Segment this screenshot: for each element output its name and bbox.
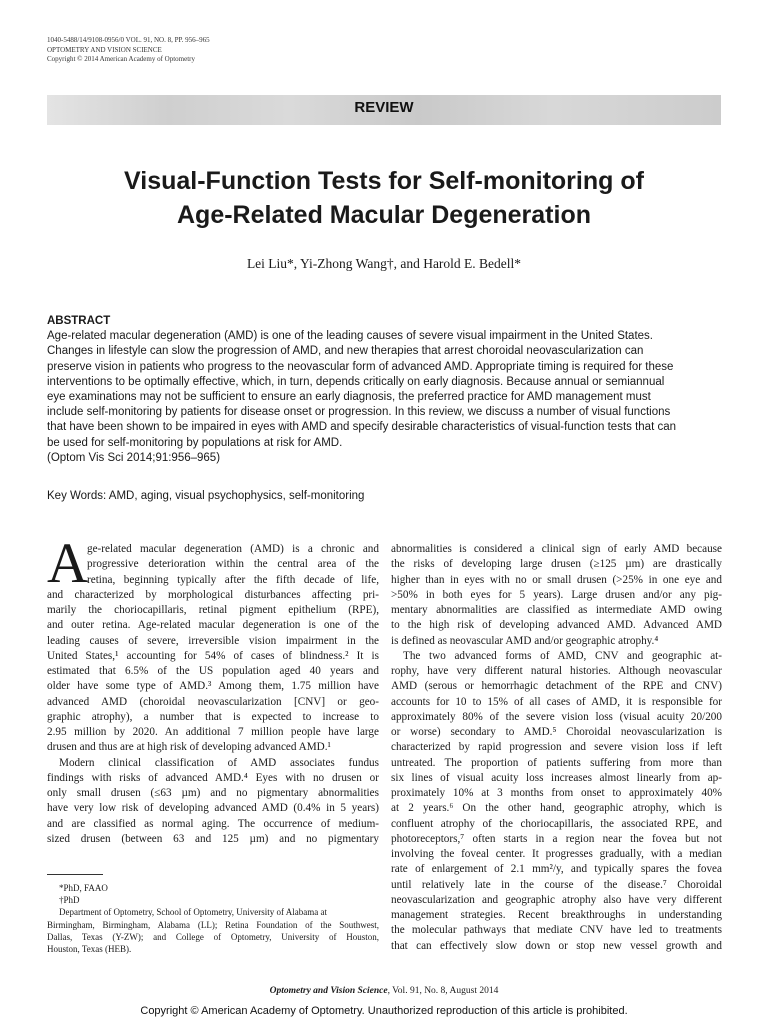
body-line: rate of enlargement of 2.1 mm²/y, and typically spares the fovea: [391, 863, 722, 876]
journal-meta: [47, 36, 210, 65]
title-line: Visual-Function Tests for Self-monitoring of: [124, 167, 644, 195]
abstract-line: that have been shown to be impaired in eyes with AMD and specify desirable characteristics of visual-function tests that can: [47, 421, 676, 434]
body-line: 2.95 million by 2020. An additional 7 million people have large: [47, 726, 379, 738]
body-line: characterized by rapid progression and severe vision loss if left: [391, 741, 722, 754]
body-line: management strategies. Recent breakthroughs in understanding: [391, 909, 722, 921]
body-line: sized drusen (between 63 and 125 µm) and no pigmentary: [47, 832, 379, 845]
body-line: only small drusen (≤63 µm) and no pigmentary abnormalities: [47, 787, 379, 799]
abstract-line: Changes in lifestyle can slow the progression of AMD, and new therapies that arrest choroidal neovascularization can: [47, 345, 644, 358]
body-line: Modern clinical classification of AMD associates fundus: [59, 756, 379, 769]
keywords: Key Words: AMD, aging, visual psychophysics, self-monitoring: [47, 490, 365, 502]
body-line: the risks of developing large drusen (≥125 µm) are drastically: [391, 558, 722, 571]
abstract-line: Age-related macular degeneration (AMD) is one of the leading causes of severe visual impairment in the United States.: [47, 330, 653, 343]
footnote-degree: †PhD: [59, 895, 80, 906]
body-line: ge-related macular degeneration (AMD) is a chronic and: [87, 543, 379, 555]
body-line: and are classified as normal aging. The occurrence of medium-: [47, 817, 379, 830]
body-line: advanced AMD (choroidal neovascularization [CNV] or geo-: [47, 695, 379, 708]
abstract-line: include self-monitoring by patients for disease onset or progression. In this review, we discuss a number of visual functions: [47, 406, 671, 419]
abstract-heading: ABSTRACT: [47, 315, 111, 327]
body-line: that can effectively slow down or stop new vessel growth and: [391, 939, 722, 952]
body-line: The two advanced forms of AMD, CNV and geographic at-: [403, 649, 722, 662]
body-line: retina, beginning typically after the fifth decade of life,: [87, 573, 379, 586]
body-line: the molecular pathways that mediate CNV have led to treatments: [391, 924, 722, 937]
abstract-line: preserve vision in patients who progress to the neovascular form of advanced AMD. Appropriate timing is required for these: [47, 360, 674, 373]
journal-name: Optometry and Vision Science: [269, 986, 388, 996]
meta-line-journal: OPTOMETRY AND VISION SCIENCE: [47, 45, 162, 54]
body-line: drusen and thus are at high risk of developing advanced AMD.¹: [47, 741, 331, 754]
body-column-right: [391, 542, 722, 954]
abstract-line: eye examinations may not be sufficient to ensure an early diagnosis, the preferred practice for AMD management must: [47, 391, 651, 404]
body-line: graphic atrophy), a number that is expected to increase to: [47, 710, 379, 723]
body-line: confluent atrophy of the choriocapillaris, the associated RPE, and: [391, 817, 722, 830]
body-column-left: [47, 542, 379, 847]
body-line: involving the foveal center. It progresses gradually, with a median: [391, 848, 722, 860]
section-label: REVIEW: [354, 99, 414, 116]
body-line: photoreceptors,⁷ often starts in a region near the fovea but not: [391, 832, 722, 845]
body-line: and characterized by morphological disturbances affecting pri-: [47, 588, 379, 601]
body-line: United States,¹ accounting for 54% of cases of blindness.² It is: [47, 649, 379, 662]
body-line: older have some type of AMD.³ Among them, 1.75 million have: [47, 680, 379, 693]
author-list: Lei Liu*, Yi-Zhong Wang†, and Harold E. Bedell*: [246, 256, 522, 271]
body-line: leading causes of severe, irreversible vision impairment in the: [47, 634, 379, 647]
body-line: proximately 10% at 3 months from onset to approximately 40%: [391, 787, 722, 799]
body-line: estimated that 6.5% of the US population aged 40 years and: [47, 665, 379, 677]
abstract-citation: (Optom Vis Sci 2014;91:956–965): [47, 451, 221, 464]
body-line: untreated. The proportion of patients suffering from more than: [391, 756, 722, 769]
affiliation-line: Dallas, Texas (Y-ZW); and College of Optometry, University of Houston,: [47, 931, 379, 942]
body-line: at 2 years.⁶ On the other hand, geographic atrophy, which is: [391, 802, 722, 815]
body-line: higher than in eyes with no or small drusen (>25% in one eye and: [391, 573, 722, 586]
body-line: is defined as neovascular AMD and/or geographic atrophy.⁴: [391, 634, 659, 647]
body-line: approximately 80% of the severe vision loss (visual acuity 20/200: [391, 710, 722, 723]
footnote-rule: [47, 874, 103, 875]
body-line: to the high risk of developing advanced AMD. Advanced AMD: [391, 619, 722, 632]
body-line: neovascularization and geographic atrophy also have very different: [391, 893, 722, 906]
body-line: findings with risks of advanced AMD.⁴ Eyes with no drusen or: [47, 771, 379, 784]
meta-line-copyright: Copyright © 2014 American Academy of Optometry: [47, 55, 196, 63]
abstract: [47, 314, 725, 466]
journal-footer: [47, 986, 721, 996]
body-line: have very low risk of developing advanced AMD (0.4% in 5 years): [47, 802, 379, 815]
body-line: marily the choriocapillaris, retinal pigment epithelium (RPE),: [47, 604, 379, 616]
body-line: >50% in both eyes for 5 years). Large drusen and/or any pig-: [391, 588, 722, 601]
body-line: rophy, have very different natural histories. Although neovascular: [391, 665, 722, 677]
body-line: and outer retina. Age-related macular degeneration is one of the: [47, 619, 379, 632]
meta-line-issn: 1040-5488/14/9108-0956/0 VOL. 91, NO. 8, PP. 956–965: [47, 36, 210, 44]
affiliation-line: Houston, Texas (HEB).: [47, 944, 132, 955]
body-line: mentary abnormalities are classified as intermediate AMD owing: [391, 604, 722, 616]
body-line: six lines of visual acuity loss increases almost linearly from ap-: [391, 771, 722, 784]
body-line: or worse) secondary to AMD.⁵ Choroidal neovascularization is: [391, 726, 722, 738]
affiliation-line: Department of Optometry, School of Optometry, University of Alabama at: [59, 907, 328, 918]
drop-cap: A: [47, 532, 89, 595]
body-line: abnormalities is considered a clinical sign of early AMD because: [391, 543, 722, 555]
journal-issue: , Vol. 91, No. 8, August 2014: [387, 986, 499, 996]
abstract-line: be used for self-monitoring by populations at risk for AMD.: [47, 436, 343, 449]
body-line: until relatively late in the course of the disease.⁷ Choroidal: [391, 878, 722, 891]
article-title: [47, 164, 721, 232]
footnotes: [47, 882, 379, 955]
abstract-line: interventions to be optimally effective, which, in turn, depends critically on early diagnosis. Because annual or semiannual: [47, 375, 665, 388]
body-line: accounts for 10 to 15% of all cases of AMD, it is responsible for: [391, 695, 722, 708]
copyright-notice: Copyright © American Academy of Optometry. Unauthorized reproduction of this article is prohibited.: [140, 1005, 628, 1017]
affiliation-line: Birmingham, Birmingham, Alabama (LL); Retina Foundation of the Southwest,: [47, 919, 379, 930]
body-line: progressive deterioration within the central area of the: [87, 558, 379, 571]
title-line: Age-Related Macular Degeneration: [177, 201, 591, 229]
footnote-degree: *PhD, FAAO: [59, 883, 108, 893]
body-line: AMD (serous or hemorrhagic detachment of the RPE and CNV): [391, 680, 722, 693]
